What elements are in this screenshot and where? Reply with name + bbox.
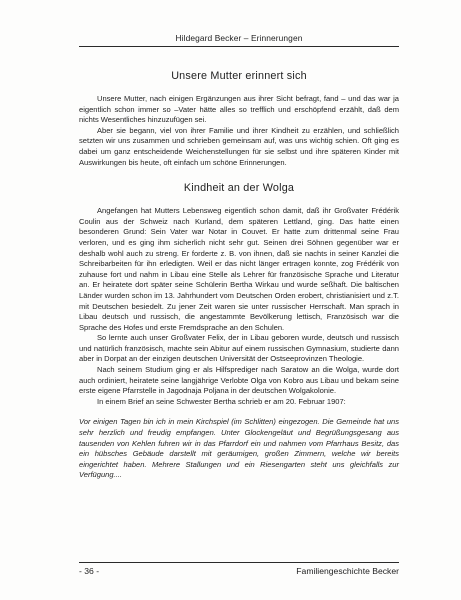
letter-quote: Vor einigen Tagen bin ich in mein Kirchspiel (im Schlitten) eingezogen. Die Gemeinde hat uns sehr herzlich und freudig empfangen. Unter Glockengeläut und Begrüßungsgesang aus tausenden von Kehlen fuhren wir in das Pfarrdorf ein und nahmen vom Pfarrhaus Besitz, das ein hübsches Gebäude darstellt mit geräumigen, großen Zimmern, welche wir bereits eingerichtet haben. Mehrere Stallungen und ein Riesengarten steht uns gleichfalls zur Verfügung....: [79, 417, 399, 480]
section-heading-kindheit: Kindheit an der Wolga: [183, 182, 295, 195]
header-rule: [79, 46, 399, 47]
paragraph: Aber sie begann, viel von ihrer Familie und ihrer Kindheit zu erzählen, und schließlich setzten wir uns zusammen und schrieben gemeinsam auf, was uns wichtig schien. Oft ging es dabei um ganz entscheidende Weichenstellungen für sie selbst und ihre späteren Kinder mit Auswirkungen bis heute, oft einfach um schöne Erinnerungen.: [79, 125, 399, 167]
footer-rule: [79, 562, 399, 563]
paragraph: Nach seinem Studium ging er als Hilfsprediger nach Saratow an die Wolga, wurde dort auch ordiniert, heiratete seine langjährige Verlobte Olga von Kobro aus Libau und bekam seine erste eigene Pfarrstelle in Jagodnaja Poljana in der deutschen Wolgakolonie.: [79, 365, 399, 396]
page-number: - 36 -: [79, 566, 100, 576]
paragraph: In einem Brief an seine Schwester Bertha schrieb er am 20. Februar 1907:: [97, 396, 346, 406]
section-heading-mutter: Unsere Mutter erinnert sich: [171, 70, 307, 82]
running-header: Hildegard Becker – Erinnerungen: [175, 33, 303, 43]
page-content: [79, 70, 399, 481]
paragraph: So lernte auch unser Großvater Felix, der in Libau geboren wurde, deutsch und russisch und natürlich französisch, machte sein Abitur auf einem russischen Gymnasium, studierte dann aber in Dorpat an der einzigen deutschen Universität der Ostseeprovinzen Theologie.: [79, 333, 399, 364]
page-footer: [79, 566, 399, 576]
paragraph: Unsere Mutter, nach einigen Ergänzungen aus ihrer Sicht befragt, fand – und das war ja eigentlich schon immer so –Vater hätte alles so trefflich und erschöpfend erzählt, daß dem nichts Wesentliches hinzuzufügen sei.: [79, 94, 399, 125]
book-title: Familiengeschichte Becker: [296, 566, 399, 576]
paragraph: Angefangen hat Mutters Lebensweg eigentlich schon damit, daß ihr Großvater Frédérik Coulin aus der Schweiz nach Kurland, dem späteren Lettland, ging. Das hatte einen besonderen Grund: Sein Vater war Notar in Couvet. Er hatte zum drittenmal seine Frau verloren, und es ging ihm sicherlich nicht sehr gut. Seinen drei Söhnen gegenüber war er deshalb wohl auch zu streng. Er forderte z. B. von ihnen, daß sie nachts in seiner Kanzlei die Schreibarbeiten für ihn erledigten. Weil er das nicht länger ertragen konnte, zog Frédérik von zuhause fort und nahm in Libau eine Stelle als Lehrer für französische Sprache und Literatur an. Er heiratete dort später seine Schülerin Bertha Wirkau und wurde seßhaft. Die baltischen Länder wurden schon im 13. Jahrhundert vom Deutschen Orden erobert, christianisiert und z.T. mit Deutschen besiedelt. Zu jener Zeit waren sie unter russischer Herrschaft. Man sprach in Libau deutsch und russisch, die angestammte Bevölkerung lettisch, Französisch war die Sprache des Hofes und erste Fremdsprache an den Schulen.: [79, 206, 399, 332]
